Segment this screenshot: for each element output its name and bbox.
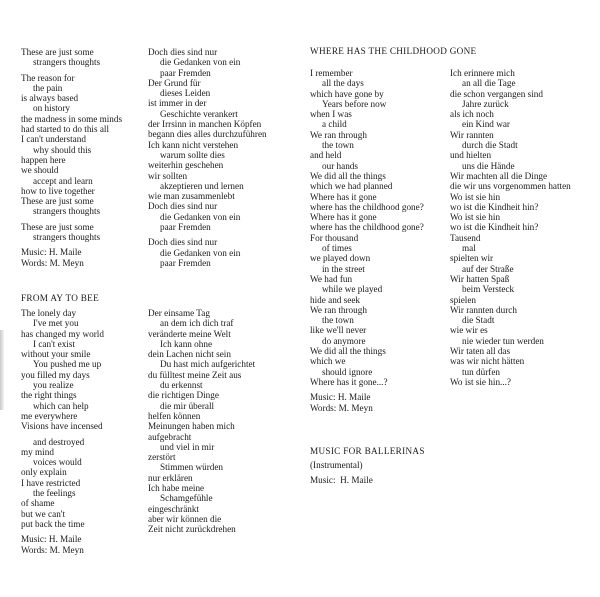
lyric-line: which we bbox=[310, 356, 346, 367]
lyric-line: und hielten bbox=[450, 150, 492, 161]
lyric-line: the town bbox=[322, 315, 354, 326]
lyric-line: I can't exist bbox=[33, 338, 75, 349]
lyric-line: I have restricted bbox=[21, 477, 81, 488]
lyric-line: the right things bbox=[21, 390, 77, 401]
lyric-line: aufgebracht bbox=[148, 431, 192, 442]
lyric-line: which we had planned bbox=[310, 181, 393, 192]
lyric-line: als ich noch bbox=[450, 109, 494, 120]
lyric-line: Wo ist sie hin bbox=[450, 212, 501, 223]
lyric-line: Geschichte verankert bbox=[160, 108, 238, 119]
lyric-line: Ich kann ohne bbox=[160, 338, 213, 349]
lyric-line: do anymore bbox=[322, 335, 366, 346]
lyric-line: die Stadt bbox=[462, 315, 495, 326]
lyric-line: Schamgefühle bbox=[160, 493, 213, 504]
lyric-line: die richtigen Dinge bbox=[148, 390, 219, 401]
lyric-line: die Gedanken von ein bbox=[160, 247, 241, 258]
lyric-line: du erkennst bbox=[160, 380, 203, 391]
lyric-line: ist immer in der bbox=[148, 98, 207, 109]
lyric-line: tun dürfen bbox=[462, 366, 501, 377]
lyric-line: paar Fremden bbox=[160, 257, 211, 268]
lyric-line: These are just some bbox=[21, 47, 94, 57]
song2-english-lyrics bbox=[21, 308, 104, 555]
lyric-line: die Gedanken von ein bbox=[160, 57, 241, 68]
lyric-line: Music: H. Maile bbox=[310, 392, 371, 403]
lyric-line: Wir rannten durch bbox=[450, 304, 517, 315]
lyric-line: Jahre zurück bbox=[462, 98, 509, 109]
lyric-line: Words: M. Meyn bbox=[21, 544, 84, 555]
lyric-line: warum sollte dies bbox=[160, 149, 225, 160]
lyric-line: Wir taten all das bbox=[450, 346, 511, 357]
lyric-line: had started to do this all bbox=[21, 124, 110, 135]
lyric-line: an all die Tage bbox=[462, 78, 516, 89]
song2-title: FROM AY TO BEE bbox=[21, 293, 99, 303]
lyric-line: like we'll never bbox=[310, 325, 367, 336]
lyric-line: Visions have incensed bbox=[21, 421, 103, 432]
lyric-line: Where has it gone...? bbox=[310, 376, 388, 387]
lyric-line: akzeptieren und lernen bbox=[160, 180, 244, 191]
lyric-line: all the days bbox=[322, 78, 364, 89]
lyric-line: Doch dies sind nur bbox=[148, 237, 218, 248]
lyric-line: strangers thoughts bbox=[33, 57, 101, 68]
lyric-line: Music: H. Maile bbox=[21, 247, 82, 258]
lyric-line: Where has it gone bbox=[310, 191, 377, 202]
lyric-line: auf der Straße bbox=[462, 263, 514, 274]
lyric-line: and held bbox=[310, 150, 342, 161]
lyric-line: voices would bbox=[33, 457, 82, 468]
lyric-line: which have gone by bbox=[310, 88, 384, 99]
lyric-line: We ran through bbox=[310, 304, 367, 315]
lyric-line: Words: M. Meyn bbox=[310, 402, 373, 413]
lyric-line: uns die Hände bbox=[462, 160, 515, 171]
lyric-line: you filled my days bbox=[21, 369, 90, 380]
lyric-line: mal bbox=[462, 243, 476, 254]
lyric-line: Ich kann nicht verstehen bbox=[148, 139, 239, 150]
lyric-line: the madness in some minds bbox=[21, 113, 123, 124]
lyric-line: should ignore bbox=[322, 366, 373, 377]
song1-english-lyrics bbox=[21, 47, 122, 268]
lyric-line: Wir rannten bbox=[450, 129, 494, 140]
lyric-line: a child bbox=[322, 119, 347, 130]
lyric-line: Wo ist sie hin...? bbox=[450, 376, 512, 387]
lyric-line: die schon vergangen sind bbox=[450, 88, 543, 99]
lyric-line: Der einsame Tag bbox=[148, 308, 210, 318]
lyric-line: we played down bbox=[310, 253, 371, 264]
lyric-line: but we can't bbox=[21, 508, 66, 519]
lyric-line: where has the childhood gone? bbox=[310, 222, 424, 233]
lyric-line: Doch dies sind nur bbox=[148, 47, 218, 57]
lyric-line: you realize bbox=[33, 380, 74, 391]
lyric-line: eingeschränkt bbox=[148, 503, 200, 514]
lyric-line: Doch dies sind nur bbox=[148, 201, 218, 212]
lyric-line: Du hast mich aufgerichtet bbox=[160, 359, 256, 370]
lyric-line: why should this bbox=[33, 144, 92, 155]
lyric-line: beim Versteck bbox=[462, 284, 515, 295]
song3-title: WHERE HAS THE CHILDHOOD GONE bbox=[310, 46, 477, 56]
lyric-line: was wir nicht hätten bbox=[450, 356, 525, 367]
lyric-line: we should bbox=[21, 165, 59, 176]
lyric-line: die wir uns vorgenommen hatten bbox=[450, 181, 571, 192]
lyric-line: happen here bbox=[21, 154, 66, 165]
lyric-line: the town bbox=[322, 140, 354, 151]
lyric-line: hide and seek bbox=[310, 294, 361, 305]
lyric-line: an dem ich dich traf bbox=[160, 318, 234, 329]
lyric-line: Music: H. Maile bbox=[310, 475, 373, 486]
song4-title: MUSIC FOR BALLERINAS bbox=[310, 446, 425, 456]
lyric-line: We did all the things bbox=[310, 346, 386, 357]
lyric-line: veränderte meine Welt bbox=[148, 328, 231, 339]
lyric-line: Meinungen haben mich bbox=[148, 421, 235, 432]
lyric-line: der Irrsinn in manchen Köpfen bbox=[148, 119, 262, 130]
lyric-line: und viel in mir bbox=[160, 441, 215, 452]
lyric-line: of times bbox=[322, 243, 352, 254]
lyric-line: the pain bbox=[33, 82, 63, 93]
lyric-line: wie wir es bbox=[450, 325, 488, 336]
lyric-line: strangers thoughts bbox=[33, 206, 101, 217]
lyric-line: on history bbox=[33, 103, 71, 114]
lyric-line: nie wieder tun werden bbox=[462, 335, 544, 346]
lyric-line: We had fun bbox=[310, 273, 353, 284]
lyric-line: Words: M. Meyn bbox=[21, 257, 84, 268]
lyric-line: These are just some bbox=[21, 221, 94, 232]
lyric-line: Where has it gone bbox=[310, 212, 377, 223]
song2-german-lyrics bbox=[148, 308, 255, 535]
lyric-line: Tausend bbox=[450, 232, 481, 243]
lyric-line: wo ist die Kindheit hin? bbox=[450, 201, 539, 212]
lyric-line: You pushed me up bbox=[33, 359, 102, 370]
lyric-line: my mind bbox=[21, 446, 54, 457]
lyric-line: For thousand bbox=[310, 232, 359, 243]
lyric-line: Wir machten all die Dinge bbox=[450, 170, 548, 181]
lyric-line: These are just some bbox=[21, 196, 94, 207]
song1-german-lyrics bbox=[148, 47, 267, 268]
lyric-line: only explain bbox=[21, 467, 67, 478]
lyric-line: The lonely day bbox=[21, 308, 77, 318]
lyric-line: while we played bbox=[322, 284, 383, 295]
lyric-line: paar Fremden bbox=[160, 222, 211, 233]
lyric-line: and destroyed bbox=[33, 436, 85, 447]
song3-german-lyrics bbox=[450, 68, 571, 387]
lyric-line: which can help bbox=[33, 400, 89, 411]
lyric-line: accept and learn bbox=[33, 175, 93, 186]
lyric-line: I've met you bbox=[33, 318, 79, 329]
lyric-line: Stimmen würden bbox=[160, 462, 224, 473]
lyric-line: We did all the things bbox=[310, 170, 386, 181]
lyric-line: begann dies alles durchzuführen bbox=[148, 129, 267, 140]
lyric-line: Years before now bbox=[322, 98, 387, 109]
lyric-line: du fülltest meine Zeit aus bbox=[148, 369, 242, 380]
lyric-line: Wo ist sie hin bbox=[450, 191, 501, 202]
lyric-line: strangers thoughts bbox=[33, 232, 101, 243]
lyric-line: aber wir können die bbox=[148, 513, 222, 524]
lyric-line: dein Lachen nicht sein bbox=[148, 349, 231, 360]
lyric-line: spielten wir bbox=[450, 253, 494, 264]
lyric-line: I remember bbox=[310, 68, 353, 78]
lyric-line: die mir überall bbox=[160, 400, 215, 411]
lyric-line: Ich erinnere mich bbox=[450, 68, 515, 78]
song3-english-lyrics bbox=[310, 68, 424, 413]
lyric-line: put back the time bbox=[21, 518, 85, 529]
lyric-line: paar Fremden bbox=[160, 67, 211, 78]
lyric-line: Der Grund für bbox=[148, 77, 201, 88]
lyric-line: wie man zusammenlebt bbox=[148, 191, 235, 202]
lyric-line: The reason for bbox=[21, 72, 75, 83]
lyric-line: spielen bbox=[450, 294, 477, 305]
lyric-line: durch die Stadt bbox=[462, 140, 518, 151]
lyric-line: me everywhere bbox=[21, 410, 78, 421]
lyric-line: Music: H. Maile bbox=[21, 534, 82, 545]
lyric-line: wo ist die Kindheit hin? bbox=[450, 222, 539, 233]
lyric-line: how to live together bbox=[21, 185, 95, 196]
lyric-line: Ich habe meine bbox=[148, 483, 205, 494]
lyric-line: die Gedanken von ein bbox=[160, 211, 241, 222]
page-fold-shadow bbox=[0, 330, 4, 410]
lyric-line: nur erklären bbox=[148, 472, 193, 483]
lyric-line: ein Kind war bbox=[462, 119, 510, 130]
lyric-line: the feelings bbox=[33, 488, 76, 499]
lyric-line: zerstört bbox=[148, 452, 176, 463]
lyric-line: without your smile bbox=[21, 349, 91, 360]
lyric-line: where has the childhood gone? bbox=[310, 201, 424, 212]
lyric-line: Wir hatten Spaß bbox=[450, 273, 510, 284]
song4-credits bbox=[310, 460, 373, 486]
lyric-line: in the street bbox=[322, 263, 365, 274]
lyric-line: dieses Leiden bbox=[160, 88, 211, 99]
lyric-line: wir sollten bbox=[148, 170, 188, 181]
lyric-line: has changed my world bbox=[21, 328, 104, 339]
lyric-line: is always based bbox=[21, 93, 79, 104]
lyric-line: weiterhin geschehen bbox=[148, 160, 224, 171]
lyric-line: We ran through bbox=[310, 129, 367, 140]
lyric-line: of shame bbox=[21, 498, 55, 509]
lyric-line: helfen können bbox=[148, 410, 201, 421]
lyric-line: Zeit nicht zurückdrehen bbox=[148, 524, 236, 535]
lyric-line: I can't understand bbox=[21, 134, 86, 145]
lyric-line: when I was bbox=[310, 109, 352, 120]
lyric-line: our hands bbox=[322, 160, 358, 171]
lyric-line: (Instrumental) bbox=[310, 460, 363, 470]
